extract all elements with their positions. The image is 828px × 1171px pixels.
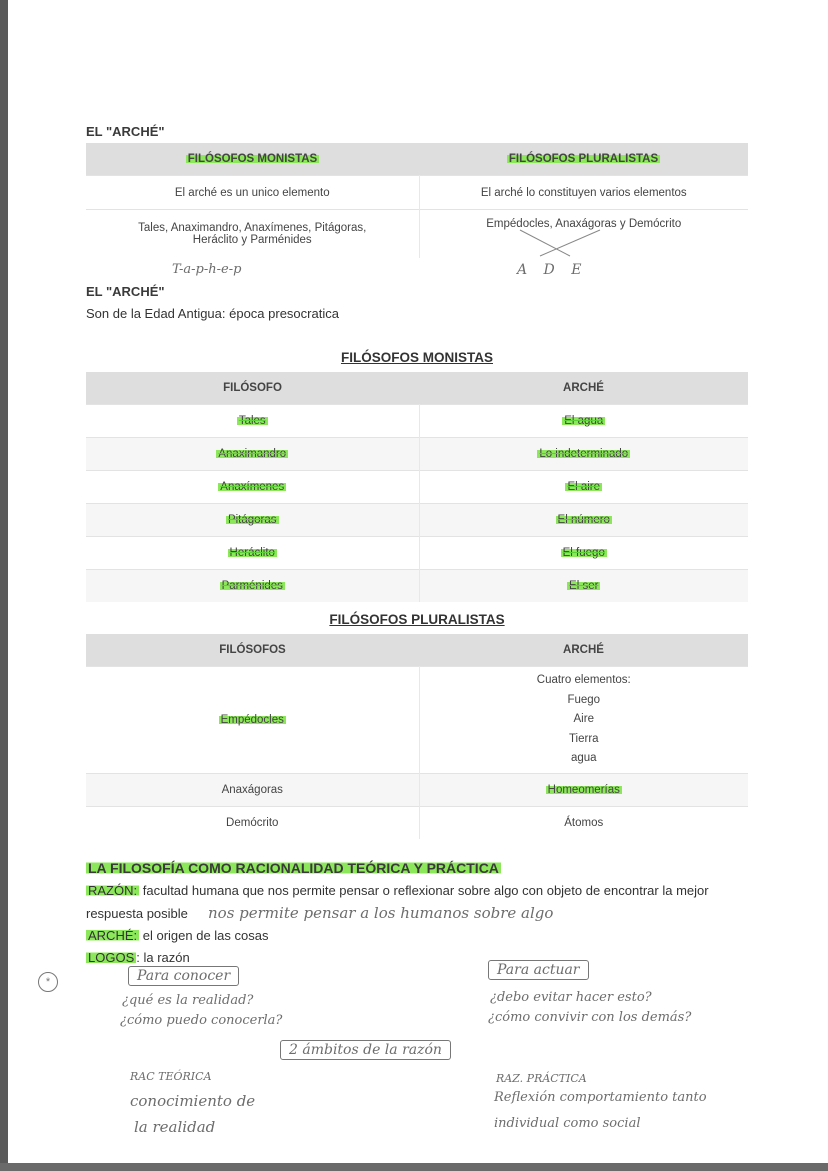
- handwritten-question: ¿qué es la realidad?: [122, 993, 254, 1008]
- table-cell: Lo indeterminado: [419, 438, 748, 471]
- scan-edge-left: [0, 0, 8, 1171]
- pluralistas-header-arche: ARCHÉ: [419, 634, 748, 667]
- racionalidad-title: LA FILOSOFÍA COMO RACIONALIDAD TEÓRICA Y PRÁCTICA: [88, 860, 499, 876]
- handwritten-practica-text: Reflexión comportamiento tanto: [494, 1090, 707, 1105]
- arche-summary-table: [86, 143, 748, 258]
- handwritten-question: ¿cómo puedo conocerla?: [120, 1013, 283, 1028]
- monistas-table: [86, 372, 748, 602]
- razon-definition: RAZÓN: facultad humana que nos permite pensar o reflexionar sobre algo con objeto de encontrar la mejor: [88, 883, 709, 898]
- arche-definition: ARCHÉ: el origen de las cosas: [88, 928, 269, 943]
- handwritten-question: ¿debo evitar hacer esto?: [490, 990, 652, 1005]
- section2-title: EL "ARCHÉ": [86, 284, 165, 299]
- table-cell: Pitágoras: [86, 504, 419, 537]
- razon-definition-cont: respuesta posible: [86, 906, 188, 921]
- summary-header-monistas: FILÓSOFOS MONISTAS: [86, 143, 419, 176]
- table-cell: El número: [419, 504, 748, 537]
- summary-cell: El arché lo constituyen varios elementos: [419, 176, 748, 210]
- pluralistas-header-filosofo: FILÓSOFOS: [86, 634, 419, 667]
- monistas-title: FILÓSOFOS MONISTAS: [340, 350, 493, 365]
- section2-subtitle: Son de la Edad Antigua: época presocratica: [86, 306, 339, 321]
- table-cell: El aire: [419, 471, 748, 504]
- table-cell: El ser: [419, 570, 748, 603]
- table-cell: Tales: [86, 405, 419, 438]
- table-cell: Empédocles: [86, 667, 419, 774]
- table-cell: Heráclito: [86, 537, 419, 570]
- handwritten-teorica-text: conocimiento de: [130, 1092, 256, 1110]
- handwritten-teorica-text: la realidad: [134, 1118, 216, 1136]
- table-cell: Homeomerías: [419, 774, 748, 807]
- table-cell: El fuego: [419, 537, 748, 570]
- handwritten-para-actuar: Para actuar: [488, 962, 589, 978]
- table-cell: Cuatro elementos: Fuego Aire Tierra agua: [419, 667, 748, 774]
- handwritten-ambitos: 2 ámbitos de la razón: [280, 1042, 451, 1058]
- summary-cell: Empédocles, Anaxágoras y Demócrito: [419, 210, 748, 259]
- summary-cell: El arché es un unico elemento: [86, 176, 419, 210]
- handwritten-question: ¿cómo convivir con los demás?: [488, 1010, 692, 1025]
- handwritten-star-marker: *: [38, 972, 58, 992]
- handwritten-practica-title: RAZ. PRÁCTICA: [496, 1072, 587, 1085]
- scan-edge-bottom: [0, 1163, 828, 1171]
- table-cell: Átomos: [419, 807, 748, 840]
- logos-definition: LOGOS : la razón: [88, 950, 190, 965]
- handwritten-cross-marks: [510, 228, 620, 258]
- handwritten-teorica-title: RAC TEÓRICA: [130, 1070, 212, 1083]
- handwritten-para-conocer: Para conocer: [128, 968, 239, 984]
- handwritten-practica-text: individual como social: [494, 1116, 641, 1131]
- section1-title: EL "ARCHÉ": [86, 124, 165, 139]
- handwritten-note-initials: T-a-p-h-e-p: [172, 262, 242, 277]
- table-cell: Demócrito: [86, 807, 419, 840]
- handwritten-note-initials: A D E: [517, 262, 588, 278]
- monistas-header-filosofo: FILÓSOFO: [86, 372, 419, 405]
- handwritten-razon-note: nos permite pensar a los humanos sobre algo: [208, 904, 554, 922]
- table-cell: Parménides: [86, 570, 419, 603]
- table-cell: Anaxímenes: [86, 471, 419, 504]
- pluralistas-title: FILÓSOFOS PLURALISTAS: [329, 612, 505, 627]
- monistas-header-arche: ARCHÉ: [419, 372, 748, 405]
- pluralistas-table: [86, 634, 748, 839]
- summary-cell: Tales, Anaximandro, Anaxímenes, Pitágoras, Heráclito y Parménides: [86, 210, 419, 259]
- table-cell: Anaximandro: [86, 438, 419, 471]
- table-cell: El agua: [419, 405, 748, 438]
- summary-header-pluralistas: FILÓSOFOS PLURALISTAS: [419, 143, 748, 176]
- table-cell: Anaxágoras: [86, 774, 419, 807]
